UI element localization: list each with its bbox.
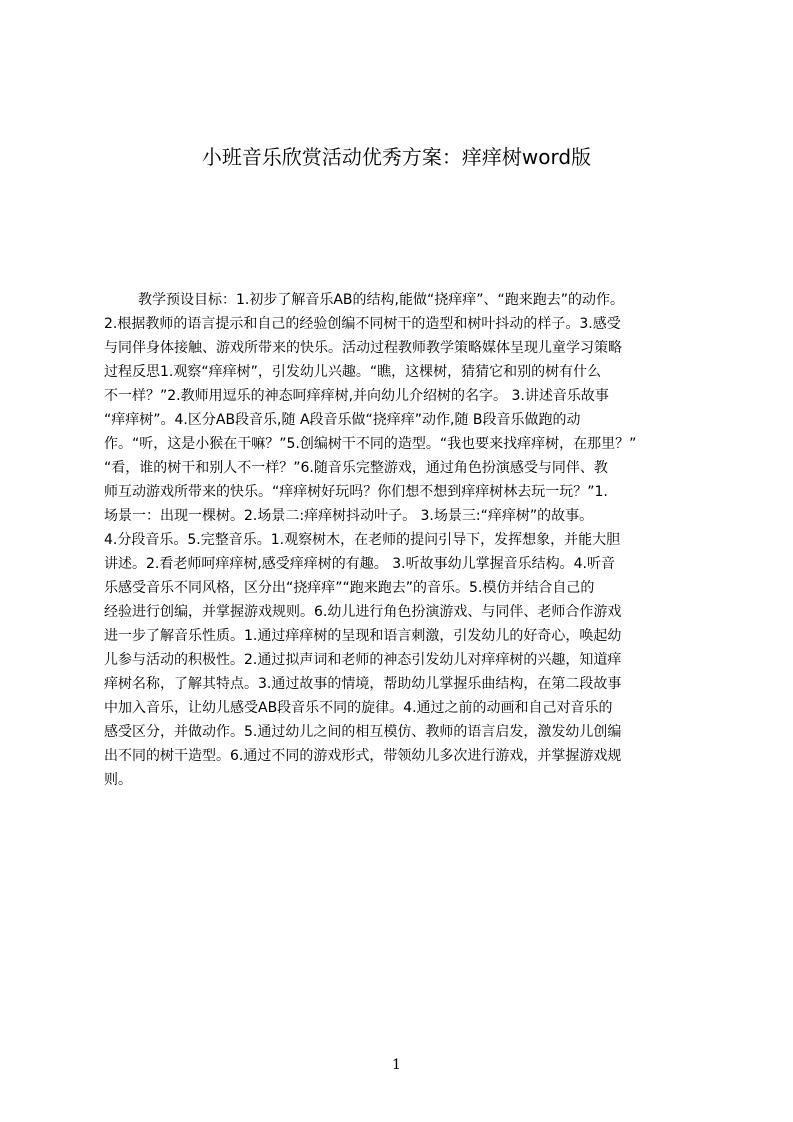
body-line: 出不同的树干造型。6.通过不同的游戏形式，带领幼儿多次进行游戏，并掌握游戏规 bbox=[104, 748, 622, 764]
body-line: 讲述。2.看老师呵痒痒树,感受痒痒树的有趣。 3.听故事幼儿掌握音乐结构。4.听音 bbox=[104, 556, 615, 572]
body-line: 与同伴身体接触、游戏所带来的快乐。活动过程教师教学策略媒体呈现儿童学习策略 bbox=[104, 340, 622, 356]
body-line: 作。“听，这是小猴在干嘛？”5.创编树干不同的造型。“我也要来找痒痒树，在那里？” bbox=[104, 436, 637, 452]
body-line: 2.根据教师的语言提示和自己的经验创编不同树干的造型和树叶抖动的样子。3.感受 bbox=[104, 316, 621, 332]
body-line: 经验进行创编，并掌握游戏规则。6.幼儿进行角色扮演游戏、与同伴、老师合作游戏 bbox=[104, 604, 622, 620]
document-body bbox=[104, 288, 704, 792]
body-line: 不一样？”2.教师用逗乐的神态呵痒痒树,并向幼儿介绍树的名字。 3.讲述音乐故事 bbox=[104, 388, 609, 404]
body-line: 感受区分，并做动作。5.通过幼儿之间的相互模仿、教师的语言启发，激发幼儿创编 bbox=[104, 724, 622, 740]
body-line: “看，谁的树干和别人不一样？”6.随音乐完整游戏，通过角色扮演感受与同伴、教 bbox=[104, 460, 608, 476]
body-line: 乐感受音乐不同风格，区分出“挠痒痒”“跑来跑去”的音乐。5.模仿并结合自己的 bbox=[104, 580, 595, 596]
document-title: 小班音乐欣赏活动优秀方案：痒痒树word版 bbox=[201, 145, 592, 169]
body-line: 4.分段音乐。5.完整音乐。1.观察树木，在老师的提问引导下，发挥想象，并能大胆 bbox=[104, 532, 621, 548]
page-number: 1 bbox=[392, 1057, 401, 1073]
body-line: 师互动游戏所带来的快乐。“痒痒树好玩吗？你们想不想到痒痒树林去玩一玩？”1. bbox=[104, 484, 608, 500]
body-line: 进一步了解音乐性质。1.通过痒痒树的呈现和语言刺激，引发幼儿的好奇心，唤起幼 bbox=[104, 628, 622, 644]
body-line: 则。 bbox=[104, 772, 132, 788]
body-line: 儿参与活动的积极性。2.通过拟声词和老师的神态引发幼儿对痒痒树的兴趣，知道痒 bbox=[104, 652, 622, 668]
body-line: 中加入音乐，让幼儿感受AB段音乐不同的旋律。4.通过之前的动画和自己对音乐的 bbox=[104, 700, 613, 716]
body-line: 过程反思1.观察“痒痒树”，引发幼儿兴趣。“瞧，这棵树，猜猜它和别的树有什么 bbox=[104, 364, 602, 380]
body-line: 教学预设目标：1.初步了解音乐AB的结构,能做“挠痒痒”、“跑来跑去”的动作。 bbox=[138, 292, 624, 308]
body-line: 痒树名称，了解其特点。3.通过故事的情境，帮助幼儿掌握乐曲结构，在第二段故事 bbox=[104, 676, 622, 692]
body-line: 场景一：出现一棵树。2.场景二:痒痒树抖动叶子。 3.场景三:“痒痒树”的故事。 bbox=[104, 508, 594, 524]
body-line: “痒痒树”。4.区分AB段音乐,随 A段音乐做“挠痒痒”动作,随 B段音乐做跑的动 bbox=[104, 412, 581, 428]
